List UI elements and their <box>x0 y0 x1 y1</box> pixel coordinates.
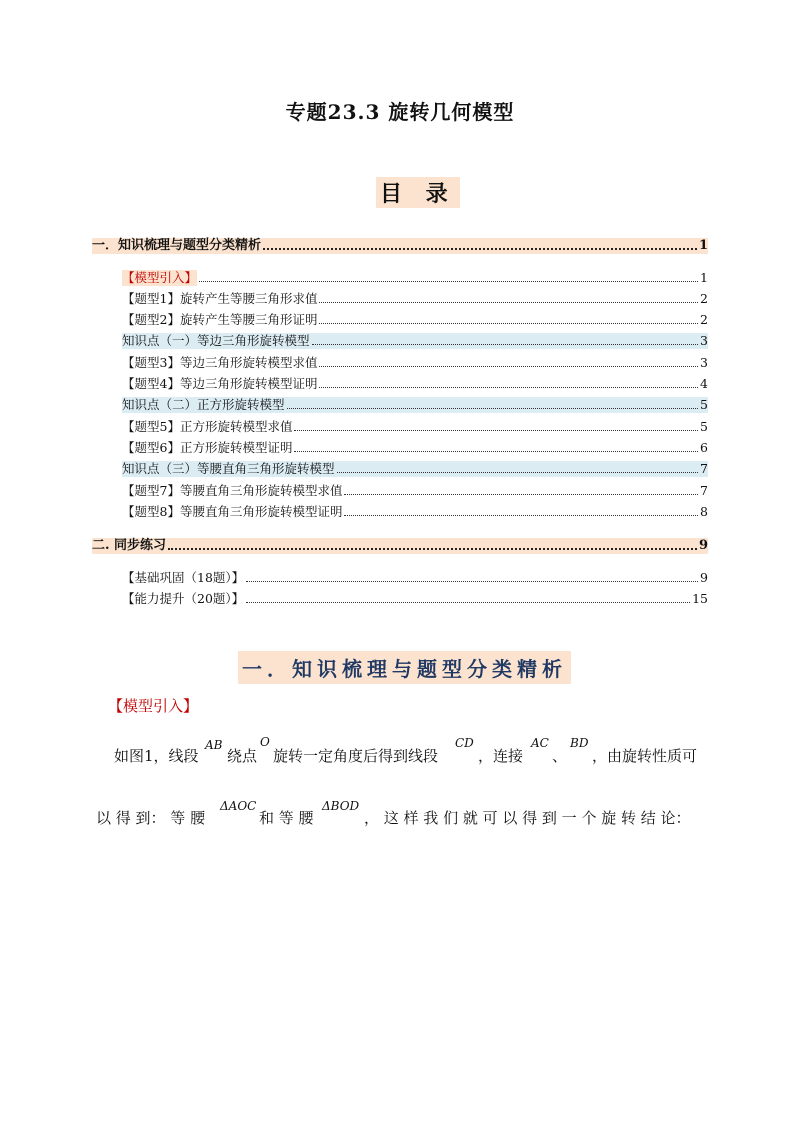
paragraph-1-text-a: 如图1，线段 <box>114 747 199 765</box>
document-title: 专题23.3 旋转几何模型 <box>285 100 515 124</box>
toc-entry-page: 2 <box>700 291 708 306</box>
paragraph-2-text-a: 以 得 到： 等 腰 <box>96 809 206 827</box>
toc-entry-label: 【题型7】等腰直角三角形旋转模型求值 <box>122 483 343 498</box>
toc-entry-knowledge-2[interactable] <box>122 397 708 413</box>
toc-entry-label: 知识点（二）正方形旋转模型 <box>122 397 285 412</box>
toc-leader-dots <box>246 580 698 582</box>
toc-entry-advanced-practice[interactable] <box>122 591 708 607</box>
toc-leader-dots <box>344 493 698 495</box>
toc-leader-dots <box>294 429 698 431</box>
math-triangle-bod: ΔBOD <box>322 799 360 813</box>
toc-entry-section-2[interactable] <box>92 538 708 554</box>
toc-entry-page: 1 <box>700 270 708 285</box>
toc-entry-label: 二. 同步练习 <box>92 538 167 553</box>
toc-leader-dots <box>319 386 698 388</box>
toc-entry-label: 【题型2】旋转产生等腰三角形证明 <box>122 312 318 327</box>
toc-entry-page: 3 <box>700 355 708 370</box>
toc-leader-dots <box>319 365 698 367</box>
math-ac: AC <box>531 736 549 750</box>
toc-entry-label: 【题型3】等边三角形旋转模型求值 <box>122 355 318 370</box>
toc-entry-page: 8 <box>700 504 708 519</box>
toc-entry-model-intro[interactable] <box>122 270 708 286</box>
toc-entry-knowledge-3[interactable] <box>122 461 708 477</box>
toc-leader-dots <box>344 514 698 516</box>
toc-entry-type-2[interactable] <box>122 312 708 328</box>
toc-entry-label: 【题型1】旋转产生等腰三角形求值 <box>122 291 318 306</box>
math-ab: AB <box>205 738 223 752</box>
toc-leader-dots <box>287 407 699 409</box>
paragraph-1-text-d: ，连接 <box>478 747 524 765</box>
math-cd: CD <box>455 736 474 750</box>
toc-entry-label: 一．知识梳理与题型分类精析 <box>92 238 262 253</box>
toc-entry-page: 7 <box>700 483 708 498</box>
math-bd: BD <box>570 736 589 750</box>
toc-entry-type-3[interactable] <box>122 355 708 371</box>
toc-leader-dots <box>168 547 697 550</box>
model-intro-label: 【模型引入】 <box>108 697 199 715</box>
toc-leader-dots <box>312 343 699 345</box>
toc-entry-label: 【题型5】正方形旋转模型求值 <box>122 419 293 434</box>
toc-entry-page: 1 <box>698 238 708 253</box>
paragraph-1-text-f: ，由旋转性质可 <box>592 747 698 765</box>
toc-leader-dots <box>199 280 698 282</box>
toc-entry-page: 9 <box>698 538 708 553</box>
toc-entry-label: 【题型8】等腰直角三角形旋转模型证明 <box>122 504 343 519</box>
toc-entry-type-7[interactable] <box>122 483 708 499</box>
toc-entry-page: 9 <box>700 570 708 585</box>
toc-entry-basic-practice[interactable] <box>122 570 708 586</box>
toc-entry-knowledge-1[interactable] <box>122 333 708 349</box>
toc-entry-label: 【题型6】正方形旋转模型证明 <box>122 440 293 455</box>
math-o: O <box>260 735 270 749</box>
toc-leader-dots <box>246 601 690 603</box>
toc-entry-page: 5 <box>700 419 708 434</box>
toc-entry-type-8[interactable] <box>122 504 708 520</box>
toc-entry-page: 6 <box>700 440 708 455</box>
toc-entry-label: 【模型引入】 <box>122 270 198 285</box>
toc-entry-label: 【基础巩固（18题）】 <box>122 570 245 585</box>
toc-entry-type-4[interactable] <box>122 376 708 392</box>
toc-leader-dots <box>319 301 698 303</box>
toc-entry-section-1[interactable] <box>92 238 708 254</box>
toc-leader-dots <box>263 247 697 250</box>
paragraph-2-text-c: ， 这 样 我 们 就 可 以 得 到 一 个 旋 转 结 论： <box>364 809 691 827</box>
toc-leader-dots <box>319 322 698 324</box>
toc-entry-label: 【能力提升（20题）】 <box>122 591 245 606</box>
math-triangle-aoc: ΔAOC <box>220 799 257 813</box>
paragraph-2-text-b: 和 等 腰 <box>259 809 314 827</box>
section-heading: 一．知识梳理与题型分类精析 <box>238 651 571 684</box>
toc-entry-page: 5 <box>700 397 708 412</box>
toc-entry-page: 15 <box>692 591 708 606</box>
paragraph-1-text-b: 绕点 <box>227 747 258 765</box>
toc-leader-dots <box>294 450 698 452</box>
toc-entry-page: 7 <box>700 461 708 476</box>
paragraph-1-text-c: 旋转一定角度后得到线段 <box>273 747 439 765</box>
toc-entry-page: 3 <box>700 333 708 348</box>
toc-entry-type-1[interactable] <box>122 291 708 307</box>
toc-entry-page: 2 <box>700 312 708 327</box>
toc-entry-type-6[interactable] <box>122 440 708 456</box>
toc-heading: 目 录 <box>376 177 460 208</box>
toc-entry-label: 知识点（一）等边三角形旋转模型 <box>122 333 310 348</box>
toc-entry-label: 知识点（三）等腰直角三角形旋转模型 <box>122 461 335 476</box>
paragraph-1-text-e: 、 <box>552 747 568 765</box>
toc-entry-type-5[interactable] <box>122 419 708 435</box>
toc-entry-page: 4 <box>700 376 708 391</box>
toc-entry-label: 【题型4】等边三角形旋转模型证明 <box>122 376 318 391</box>
toc-leader-dots <box>337 471 699 473</box>
